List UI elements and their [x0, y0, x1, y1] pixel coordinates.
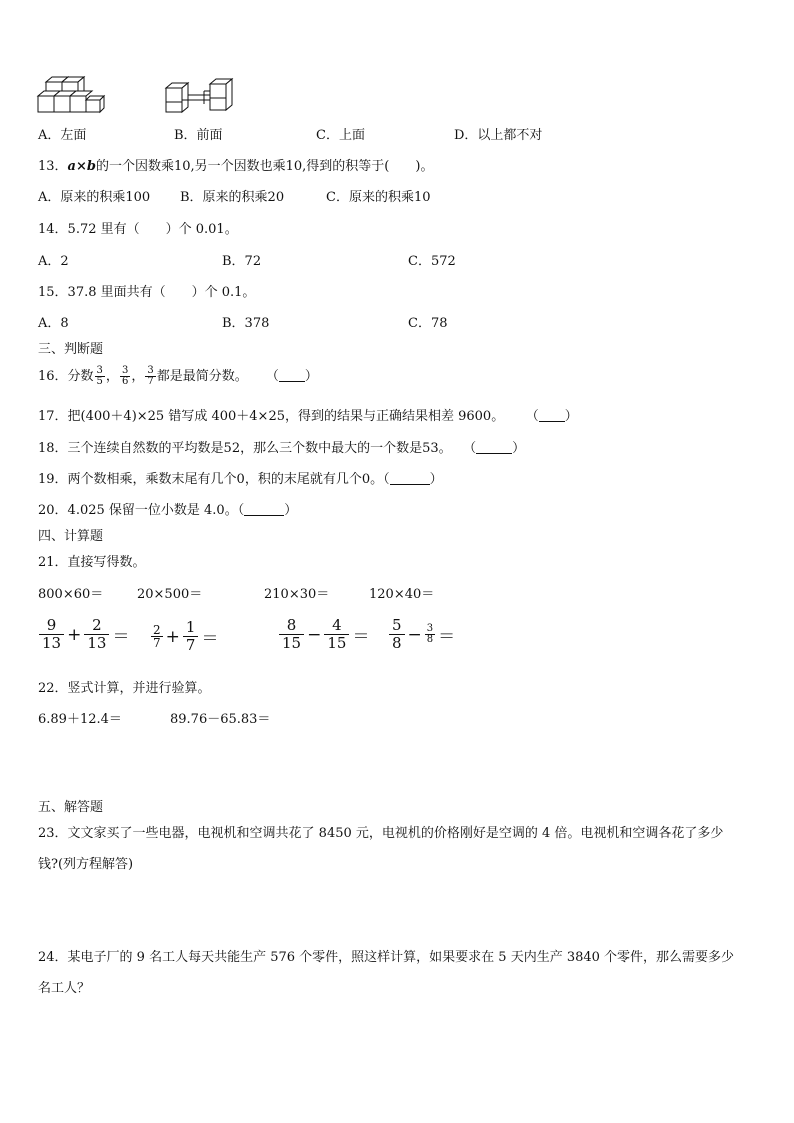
q16-stem: [38, 362, 318, 392]
fraction: [151, 624, 163, 649]
fraction: [84, 617, 109, 652]
q22-calc-2: 89.76－65.83＝: [170, 712, 271, 727]
q20-stem: [38, 499, 297, 518]
fraction: [183, 619, 199, 654]
q19-answer-blank[interactable]: [390, 472, 430, 485]
q16-separator: ，: [131, 369, 145, 384]
fraction: [39, 617, 64, 652]
q13-expr: a×b: [67, 159, 96, 174]
q21-fraction-calc-2: [150, 619, 220, 654]
denominator: 7: [153, 636, 161, 650]
numerator: 2: [84, 617, 109, 635]
q13-option-a[interactable]: A．原来的积乘100: [38, 190, 151, 205]
q19-paren-close: ）: [429, 472, 443, 487]
q16-separator: ，: [105, 369, 119, 384]
q15-option-b[interactable]: B．378: [222, 316, 270, 331]
fraction: [425, 624, 435, 645]
q22-calc-1: 6.89＋12.4＝: [38, 712, 122, 727]
q24-line-2: 名工人？: [38, 981, 91, 996]
q16-fraction-3: [145, 366, 155, 387]
numerator: 5: [389, 617, 405, 635]
numerator: 8: [279, 617, 304, 635]
q13-option-c[interactable]: C．原来的积乘10: [326, 190, 431, 205]
q18-paren-open: （: [469, 441, 477, 456]
q19-text: 19．两个数相乘，乘数末尾有几个0，积的末尾就有几个0。（: [38, 472, 390, 487]
q23-line-1: 23．文文家买了一些电器，电视机和空调共花了 8450 元，电视机的价格刚好是空调的 4 倍。电视机和空调各花了多少: [38, 826, 724, 841]
q22-stem: 22．竖式计算，并进行验算。: [38, 681, 211, 696]
q16-fraction-3-numerator: 3: [147, 365, 154, 376]
q18-stem: [38, 437, 525, 456]
q21-calc-4: 120×40＝: [369, 587, 435, 602]
q14-option-c[interactable]: C．572: [408, 254, 456, 269]
fraction: [279, 617, 304, 652]
cube-figure-right: [162, 74, 242, 116]
numerator: 3: [426, 623, 434, 634]
q18-answer-blank[interactable]: [476, 441, 512, 454]
q21-calc-2: 20×500＝: [137, 587, 203, 602]
operator: +: [67, 624, 82, 645]
numerator: 2: [153, 623, 161, 637]
equals-sign: ＝: [352, 627, 370, 647]
q23-line-2: 钱?(列方程解答): [38, 857, 134, 872]
operator: +: [165, 626, 180, 647]
q16-fraction-3-denominator: 7: [147, 376, 154, 387]
cube-figure-left: [36, 74, 108, 116]
q14-option-a[interactable]: A．2: [38, 254, 69, 269]
fraction: [324, 617, 349, 652]
q13-option-b[interactable]: B．原来的积乘20: [180, 190, 285, 205]
q16-fraction-2-denominator: 6: [121, 376, 129, 387]
q16-answer-blank[interactable]: [279, 369, 305, 382]
equals-sign: ＝: [438, 627, 456, 647]
q16-prefix: 16．分数: [38, 369, 94, 384]
fraction: [389, 617, 405, 652]
q14-stem: 14．5.72 里有（ ）个 0.01。: [38, 222, 238, 237]
denominator: 8: [392, 634, 402, 652]
equals-sign: ＝: [112, 627, 130, 647]
q16-paren-open: （: [265, 369, 279, 384]
operator: −: [407, 624, 422, 645]
q20-text: 20．4.025 保留一位小数是 4.0。（: [38, 503, 245, 518]
q16-fraction-2-numerator: 3: [121, 365, 129, 376]
q21-fraction-calc-1: [38, 617, 131, 652]
section-heading-solutions: 五、解答题: [38, 800, 104, 815]
denominator: 7: [185, 636, 196, 654]
q15-stem: 15．37.8 里面共有（ ）个 0.1。: [38, 285, 256, 300]
section-heading-judgement: 三、判断题: [38, 342, 104, 357]
q17-paren-open: （: [532, 409, 539, 424]
q16-fraction-2: [120, 366, 130, 387]
denominator: 15: [282, 634, 302, 652]
q13-stem: [38, 155, 433, 174]
q17-stem: [38, 405, 578, 424]
denominator: 13: [87, 634, 107, 652]
q17-answer-blank[interactable]: [539, 409, 565, 422]
q13-number: 13．: [38, 159, 68, 174]
denominator: 8: [426, 634, 434, 645]
q18-text: 18．三个连续自然数的平均数是52，那么三个数中最大的一个数是53。: [38, 441, 452, 456]
q15-option-c[interactable]: C．78: [408, 316, 448, 331]
section-heading-calculation: 四、计算题: [38, 529, 104, 544]
q12-option-a[interactable]: A．左面: [38, 128, 87, 143]
q14-option-b[interactable]: B．72: [222, 254, 262, 269]
q20-paren-close: ）: [284, 503, 298, 518]
numerator: 9: [39, 617, 64, 635]
numerator: 1: [183, 619, 199, 637]
equals-sign: ＝: [201, 629, 219, 649]
operator: −: [307, 624, 322, 645]
q16-paren-close: ）: [304, 369, 318, 384]
q13-text: 的一个因数乘10,另一个因数也乘10,得到的积等于( )。: [95, 159, 434, 174]
q20-answer-blank[interactable]: [244, 503, 284, 516]
denominator: 13: [42, 634, 62, 652]
q16-fraction-1-numerator: 3: [96, 365, 103, 376]
q21-fraction-calc-3: [278, 617, 371, 652]
q21-calc-3: 210×30＝: [264, 587, 330, 602]
q16-fraction-1-denominator: 5: [96, 376, 103, 387]
q12-option-d[interactable]: D．以上都不对: [454, 128, 543, 143]
q16-fraction-1: [95, 366, 105, 387]
q19-stem: [38, 468, 443, 487]
q21-calc-1: 800×60＝: [38, 587, 104, 602]
q18-paren-close: ）: [512, 441, 526, 456]
q16-suffix: 都是最简分数。: [156, 369, 248, 384]
q24-line-1: 24．某电子厂的 9 名工人每天共能生产 576 个零件，照这样计算，如果要求在 5 天内生产 3840 个零件，那么需要多少: [38, 950, 735, 965]
q21-stem: 21．直接写得数。: [38, 555, 146, 570]
q21-fraction-calc-4: [388, 617, 457, 652]
q17-paren-close: ）: [564, 409, 578, 424]
q12-option-c[interactable]: C．上面: [316, 128, 365, 143]
numerator: 4: [324, 617, 349, 635]
q12-option-b[interactable]: B．前面: [174, 128, 223, 143]
denominator: 15: [327, 634, 347, 652]
q17-text: 17．把(400＋4)×25 错写成 400＋4×25，得到的结果与正确结果相差 9600。: [38, 409, 505, 424]
q15-option-a[interactable]: A．8: [38, 316, 69, 331]
